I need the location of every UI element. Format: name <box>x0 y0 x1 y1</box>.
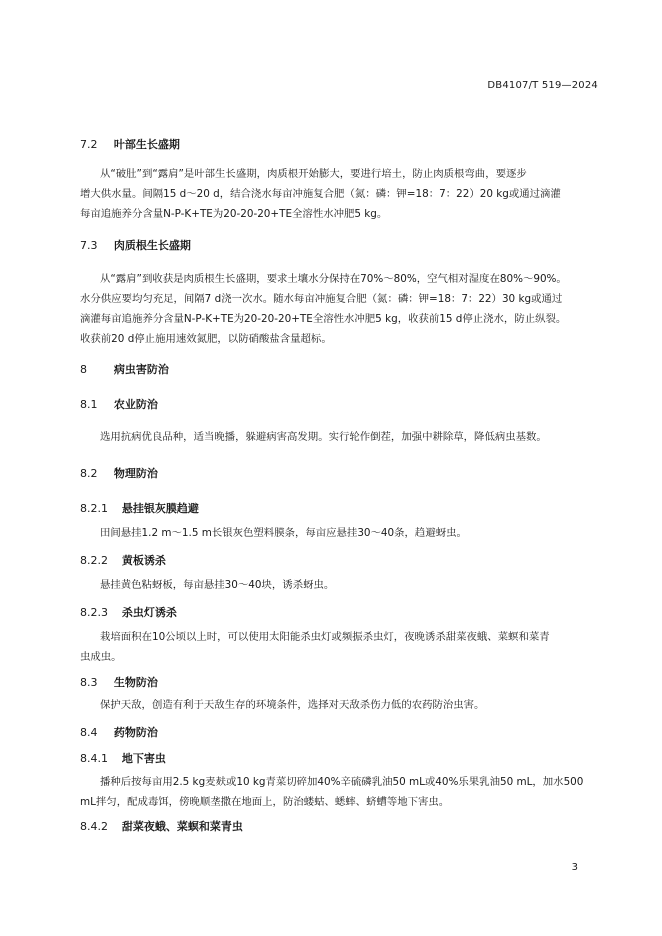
text-line: 保护天敌，创造有利于天敌生存的环境条件，选择对天敌杀伤力低的农药防治虫害。 <box>100 699 485 711</box>
paragraph-7-3 <box>80 269 600 349</box>
paragraph-8-2-2 <box>80 575 600 595</box>
section-number: 8.3 <box>80 676 98 689</box>
standard-code: DB4107/T 519—2024 <box>487 80 598 91</box>
section-number: 8.2.2 <box>80 554 108 567</box>
page-number: 3 <box>571 862 578 873</box>
section-number: 7.3 <box>80 239 98 252</box>
text-line: 增大供水量。间隔15 d～20 d，结合浇水每亩冲施复合肥（氮：磷：钾=18：7：22）20 kg或通过滴灌 <box>80 188 561 200</box>
section-title: 农业防治 <box>113 398 158 411</box>
text-line: 选用抗病优良品种，适当晚播，躲避病害高发期。实行轮作倒茬，加强中耕除草，降低病虫基数。 <box>100 431 547 443</box>
section-number: 8.2.3 <box>80 606 108 619</box>
section-heading-8-4 <box>80 724 158 740</box>
section-heading-8-3 <box>80 674 158 690</box>
section-number: 8.4.1 <box>80 752 108 765</box>
section-title: 叶部生长盛期 <box>113 138 180 151</box>
text-line: mL拌匀，配成毒饵，傍晚顺垄撒在地面上，防治蝼蛄、蟋蟀、蛴螬等地下害虫。 <box>80 796 450 808</box>
section-title: 黄板诱杀 <box>121 554 166 567</box>
text-line: 每亩追施养分含量N-P-K+TE为20-20-20+TE全溶性水冲肥5 kg。 <box>80 208 388 220</box>
text-line: 滴灌每亩追施养分含量N-P-K+TE为20-20-20+TE全溶性水冲肥5 kg，收获前15 d停止浇水，防止纵裂。 <box>80 313 567 325</box>
text-line: 从“露肩”到收获是肉质根生长盛期，要求土壤水分保持在70%～80%，空气相对湿度在80%～90%。 <box>100 273 567 285</box>
text-line: 播种后按每亩用2.5 kg麦麸或10 kg青菜切碎加40%辛硫磷乳油50 mL或40%乐果乳油50 mL，加水500 <box>100 776 584 788</box>
paragraph-7-2 <box>80 164 600 224</box>
section-title: 病虫害防治 <box>113 363 169 376</box>
section-heading-8-1 <box>80 396 158 412</box>
section-heading-7-3 <box>80 237 191 253</box>
section-number: 8.2.1 <box>80 502 108 515</box>
text-line: 虫成虫。 <box>80 651 122 663</box>
section-heading-8-2-2 <box>80 552 166 568</box>
section-heading-8-2 <box>80 465 158 481</box>
section-heading-8 <box>80 361 169 377</box>
section-heading-8-4-1 <box>80 750 166 766</box>
paragraph-8-2-1 <box>80 523 600 543</box>
section-title: 地下害虫 <box>121 752 166 765</box>
section-number: 8 <box>80 363 87 376</box>
section-title: 药物防治 <box>113 726 158 739</box>
section-title: 生物防治 <box>113 676 158 689</box>
section-heading-7-2 <box>80 136 180 152</box>
section-title: 肉质根生长盛期 <box>113 239 191 252</box>
text-line: 从“破肚”到“露肩”是叶部生长盛期，肉质根开始膨大，要进行培土，防止肉质根弯曲，要逐步 <box>100 168 527 180</box>
section-title: 甜菜夜蛾、菜螟和菜青虫 <box>121 820 243 833</box>
section-title: 物理防治 <box>113 467 158 480</box>
section-title: 杀虫灯诱杀 <box>121 606 177 619</box>
section-number: 7.2 <box>80 138 98 151</box>
section-number: 8.1 <box>80 398 98 411</box>
text-line: 收获前20 d停止施用速效氮肥，以防硝酸盐含量超标。 <box>80 333 332 345</box>
section-number: 8.4 <box>80 726 98 739</box>
paragraph-8-1 <box>80 427 600 447</box>
text-line: 田间悬挂1.2 m～1.5 m长银灰色塑料膜条，每亩应悬挂30～40条，趋避蚜虫。 <box>100 527 467 539</box>
section-number: 8.2 <box>80 467 98 480</box>
paragraph-8-3 <box>80 695 600 715</box>
section-heading-8-2-1 <box>80 500 199 516</box>
paragraph-8-4-1 <box>80 772 600 812</box>
section-number: 8.4.2 <box>80 820 108 833</box>
text-line: 悬挂黄色粘蚜板，每亩悬挂30～40块，诱杀蚜虫。 <box>100 579 335 591</box>
section-heading-8-2-3 <box>80 604 177 620</box>
text-line: 栽培面积在10公顷以上时，可以使用太阳能杀虫灯或频振杀虫灯，夜晚诱杀甜菜夜蛾、菜螟和菜青 <box>100 631 550 643</box>
paragraph-8-2-3 <box>80 627 600 667</box>
section-heading-8-4-2 <box>80 818 243 834</box>
section-title: 悬挂银灰膜趋避 <box>121 502 199 515</box>
text-line: 水分供应要均匀充足，间隔7 d浇一次水。随水每亩冲施复合肥（氮：磷：钾=18：7：22）30 kg或通过 <box>80 293 563 305</box>
